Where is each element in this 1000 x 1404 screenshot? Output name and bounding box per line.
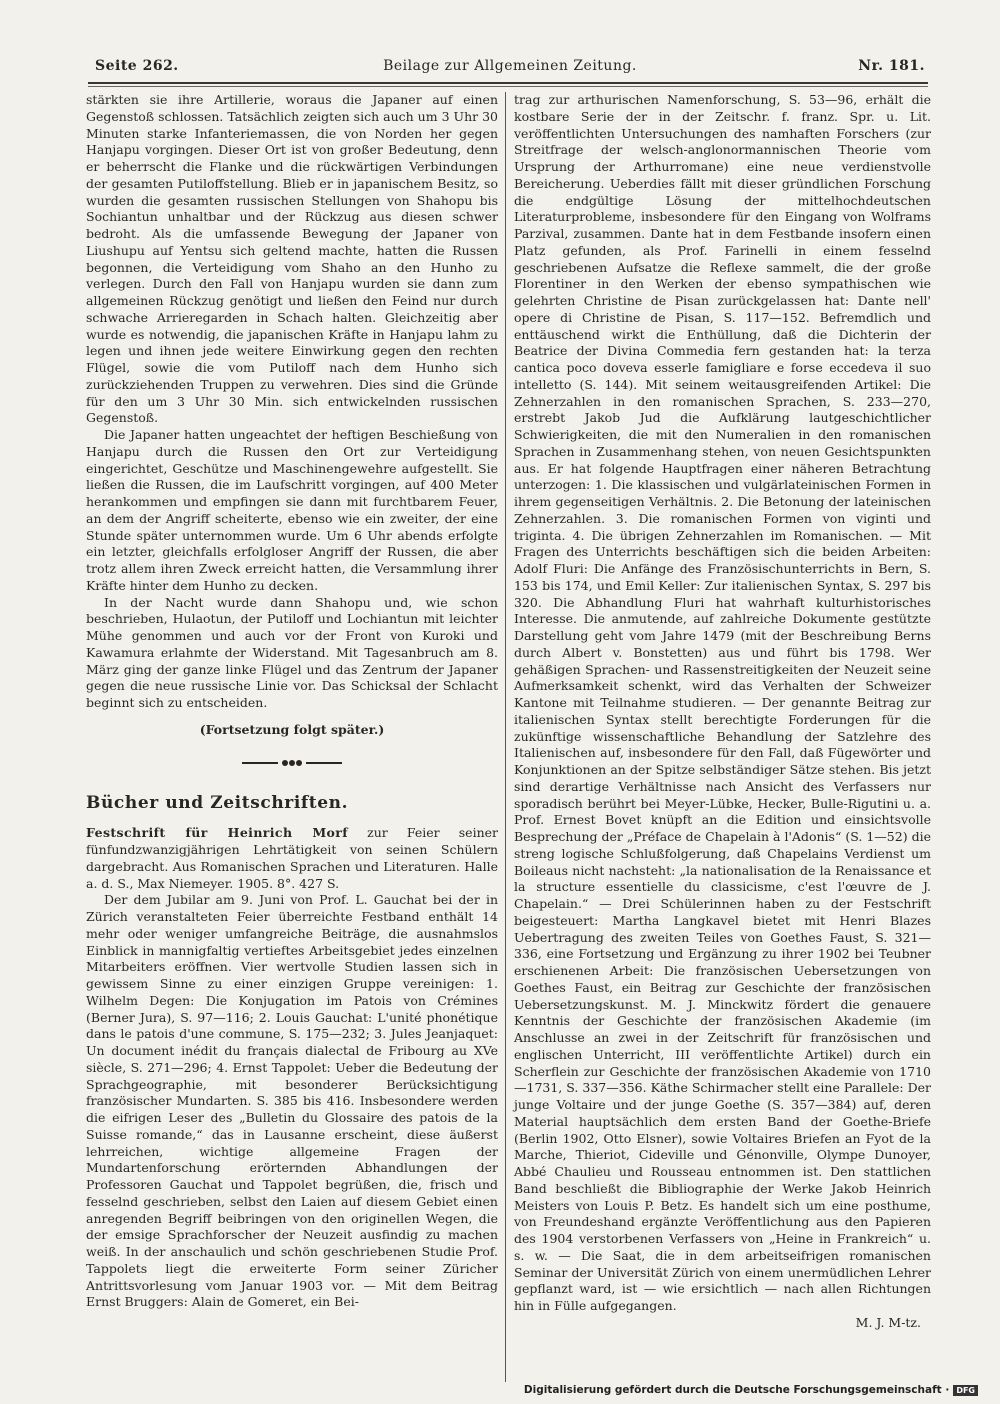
header-rule: [88, 82, 928, 84]
running-header: [95, 58, 925, 80]
section-heading: Bücher und Zeitschriften.: [86, 792, 349, 813]
column-divider: [505, 92, 506, 1382]
article-paragraph: stärkten sie ihre Artillerie, woraus die Japaner auf einen Gegenstoß schlossen. Tatsächlich zeigten sich auch um 3 Uhr 30 Minuten starke Infanteriemassen, die von Norden her gegen Hanjapu vorgingen. Dieser Ort ist von großer Bedeutung, denn er beherrscht die Flanke und die rückwärtigen Verbindungen der gesamten Putiloffstellung. Blieb er in japanischem Besitz, so wurden die gesamten russischen Stellungen von Shahopu bis Sochiantun unhaltbar und der Rückzug aus diesen schwer bedroht. Als die umfassende Bewegung der Japaner von Liushupu auf Yentsu sich geltend machte, hatten die Russen begonnen, die Verteidigung vom Shaho an den Hunho zu verlegen. Durch den Fall von Hanjapu wurden sie dann zum allgemeinen Rückzug genötigt und ließen den Feind nur durch schwache Arrieregarden in Schach halten. Gleichzeitig aber wurde es notwendig, die japanischen Kräfte in Hanjapu lahm zu legen und ihnen jede weitere Einwirkung gegen den rechten Flügel, sowie die vom Putiloff nach dem Hunho sich zurückziehenden Truppen zu verwehren. Dies sind die Gründe für den um 3 Uhr 30 Min. sich entwickelnden russischen Gegenstoß.: [86, 92, 498, 426]
review-paragraph: trag zur arthurischen Namenforschung, S. 53—96, erhält die kostbare Serie der in der Zeitschr. f. franz. Spr. u. Lit. veröffentlichten Untersuchungen des namhaften Forschers (zur Streitfrage der welsch-anglonormannischen Theorie vom Ursprung der Arthurromane) eine neue verdienstvolle Bereicherung. Ueberdies fällt mit dieser gründlichen Forschung die endgültige Lösung der mittelhochdeutschen Literaturprobleme, insbesondere für den Eingang von Wolframs Parzival, zusammen. Dante hat in dem Festbande insofern einen Platz gefunden, als Prof. Farinelli in einem fesselnd geschriebenen Aufsatze die Reflexe sammelt, die der große Florentiner in den Werken der ebenso sympathischen wie gelehrten Christine de Pisan zurückgelassen hat: Dante nell' opere di Christine de Pisan, S. 117—152. Befremdlich und enttäuschend wirkt die Enthüllung, daß die Dichterin der Beatrice der Divina Commedia fern gestanden hat: la terza cantica poco doveva esserle famigliare e forse eccedeva il suo intelletto (S. 144). Mit seinem weitausgreifenden Artikel: Die Zehnerzahlen in den romanischen Sprachen, S. 233—270, erstrebt Jakob Jud die Aufklärung lautgeschichtlicher Schwierigkeiten, die mit den Numeralien in den romanischen Sprachen in Zusammenhang stehen, von neuen Gesichtspunkten aus. Er hat folgende Hauptfragen einer näheren Betrachtung unterzogen: 1. Die klassischen und vulgärlateinischen Formen in ihrem gegenseitigen Verhältnis. 2. Die Betonung der lateinischen Zehnerzahlen. 3. Die romanischen Formen von viginti und triginta. 4. Die übrigen Zehnerzahlen im Romanischen. — Mit Fragen des Unterrichts beschäftigen sich die beiden Arbeiten: Adolf Fluri: Die Anfänge des Französischunterrichts in Bern, S. 153 bis 174, und Emil Keller: Zur italienischen Syntax, S. 297 bis 320. Die Abhandlung Fluri hat wahrhaft kulturhistorisches Interesse. Die anmutende, auf zahlreiche Dokumente gestützte Darstellung geht vom Jahre 1479 (mit der Beschreibung Berns durch Albert v. Bonstetten) aus und führt bis 1798. Wer gehäßigen Sprachen- und Rassenstreitigkeiten der Neuzeit seine Aufmerksamkeit schenkt, wird das Verhalten der Schweizer Kantone mit Teilnahme studieren. — Der genannte Beitrag zur italienischen Syntax stellt berechtigte Forderungen für die zukünftige wissenschaftliche Behandlung der Satzlehre des Italienischen auf, insbesondere für den Fall, daß Fügewörter und Konjunktionen an der Spitze selbständiger Sätze stehen. Bis jetzt sind derartige Verhältnisse nach Ansicht des Verfassers nur sporadisch berührt bei Meyer-Lübke, Hecker, Bulle-Rigutini u. a. Prof. Ernest Bovet knüpft an die Edition und einsichtsvolle Besprechung der „Préface de Chapelain à l'Adonis“ (S. 1—52) die streng logische Schlußfolgerung, daß Chapelains Verdienst um Boileaus nicht nachsteht: „la nationalisation de la Renaissance et la structure essentielle du classicisme, c'est l'œuvre de J. Chapelain.“ — Drei Schülerinnen haben zu der Festschrift beigesteuert: Martha Langkavel bietet mit Henri Blazes Uebertragung des zweiten Teiles von Goethes Faust, S. 321—336, eine Fortsetzung und Ergänzung zu ihrer 1902 bei Teubner erschienenen Arbeit: Die französischen Uebersetzungen von Goethes Faust, ein Beitrag zur Geschichte der französischen Uebersetzungskunst. M. J. Minckwitz fördert die genauere Kenntnis der Geschichte der französischen Akademie (im Anschlusse an zwei in der Zeitschrift für französischen und englischen Unterricht, III veröffentlichte Artikel) durch ein Scherflein zur Geschichte der französischen Akademie von 1710—1731, S. 337—356. Käthe Schirmacher stellt eine Parallele: Der junge Voltaire und der junge Goethe (S. 357—384) auf, deren Material hauptsächlich dem ersten Band der Goethe-Briefe (Berlin 1902, Otto Elsner), sowie Voltaires Briefen an Fyot de la Marche, Thieriot, Cideville und Génonville, Olympe Dunoyer, Abbé Chaulieu und Rousseau entnommen ist. Den stattlichen Band beschließt die Bibliographie der Werke Jakob Heinrich Meisters von Louis P. Betz. Es handelt sich um eine posthume, von Freundeshand ergänzte Veröffentlichung aus den Papieren des 1904 verstorbenen Verfassers von „Heine in Frankreich“ u. s. w. — Die Saat, die in dem arbeitseifrigen romanischen Seminar der Universität Zürich von einem unermüdlichen Lehrer gepflanzt ward, ist — wie ersichtlich — nach allen Richtungen hin in Fülle aufgegangen.: [514, 92, 931, 1313]
right-column: [514, 92, 931, 1332]
dfg-logo: DFG: [953, 1385, 978, 1396]
publication-title: Beilage zur Allgemeinen Zeitung.: [383, 58, 637, 74]
continuation-note: (Fortsetzung folgt später.): [199, 721, 385, 737]
left-column: [86, 92, 498, 1311]
page-number: Seite 262.: [95, 58, 179, 74]
section-ornament: [242, 759, 342, 767]
article-paragraph: In der Nacht wurde dann Shahopu und, wie schon beschrieben, Hulaotun, der Putiloff und Lochiantun mit leichter Mühe genommen und auch vor der Front von Kuroki und Kawamura erlahmte der Widerstand. Mit Tagesanbruch am 8. März ging der ganze linke Flügel und das Zentrum der Japaner gegen die neue russische Linie vor. Das Schicksal der Schlacht beginnt sich zu entscheiden.: [86, 594, 498, 710]
bibliographic-entry: [86, 825, 498, 892]
digitization-credit: [524, 1384, 978, 1396]
issue-number: Nr. 181.: [858, 58, 925, 74]
article-paragraph: Die Japaner hatten ungeachtet der heftigen Beschießung von Hanjapu durch die Russen den Ort zur Verteidigung eingerichtet, Geschütze und Maschinengewehre aufgestellt. Sie ließen die Russen, die im Laufschritt vorgingen, auf 400 Meter herankommen und empfingen sie dann mit furchtbarem Feuer, an dem der Angriff scheiterte, ebenso wie ein zweiter, der eine Stunde später unternommen wurde. Um 6 Uhr abends erfolgte ein letzter, gleichfalls erfolgloser Angriff der Russen, die aber trotz allem ihren Zweck erreicht hatten, die Versammlung ihrer Kräfte hinter dem Hunho zu decken.: [86, 427, 498, 593]
book-title: Festschrift für Heinrich Morf: [86, 825, 349, 841]
header-rule-thin: [88, 86, 928, 87]
credit-text: Digitalisierung gefördert durch die Deutsche Forschungsgemeinschaft ·: [523, 1384, 950, 1396]
author-signature: M. J. M-tz.: [855, 1314, 921, 1330]
book-details: zur Feier seiner fünfundzwanzigjährigen Lehrtätigkeit von seinen Schülern dargebracht. Aus Romanischen Sprachen und Literaturen. Halle a. d. S., Max Niemeyer. 1905. 8°. 427 S.: [86, 825, 498, 891]
review-paragraph: Der dem Jubilar am 9. Juni von Prof. L. Gauchat bei der in Zürich veranstalteten Feier überreichte Festband enthält 14 mehr oder weniger umfangreiche Beiträge, die ausnahmslos Einblick in mannigfaltig vertieftes Arbeitsgebiet jedes einzelnen Mitarbeiters eröffnen. Vier wertvolle Studien lassen sich in gewissem Sinne zu einer einzigen Gruppe vereinigen: 1. Wilhelm Degen: Die Konjugation im Patois von Crémines (Berner Jura), S. 97—116; 2. Louis Gauchat: L'unité phonétique dans le patois d'une commune, S. 175—232; 3. Jules Jeanjaquet: Un document inédit du français dialectal de Fribourg au XVe siècle, S. 271—296; 4. Ernst Tappolet: Ueber die Bedeutung der Sprachgeographie, mit besonderer Berücksichtigung französischer Mundarten. S. 385 bis 416. Insbesondere werden die eifrigen Leser des „Bulletin du Glossaire des patois de la Suisse romande,“ das in Lausanne erscheint, diese äußerst lehrreichen, wichtige allgemeine Fragen der Mundartenforschung erörternden Abhandlungen der Professoren Gauchat und Tappolet begrüßen, die, frisch und fesselnd geschrieben, selbst den Laien auf diesem Gebiet einen anregenden Begriff beibringen von den originellen Wegen, die der emsige Sprachforscher der Neuzeit ausfindig zu machen weiß. In der anschaulich und schön geschriebenen Studie Prof. Tappolets liegt die erweiterte Form seiner Züricher Antrittsvorlesung vom Januar 1903 vor. — Mit dem Beitrag Ernst Bruggers: Alain de Gomeret, ein Bei-: [86, 892, 498, 1310]
